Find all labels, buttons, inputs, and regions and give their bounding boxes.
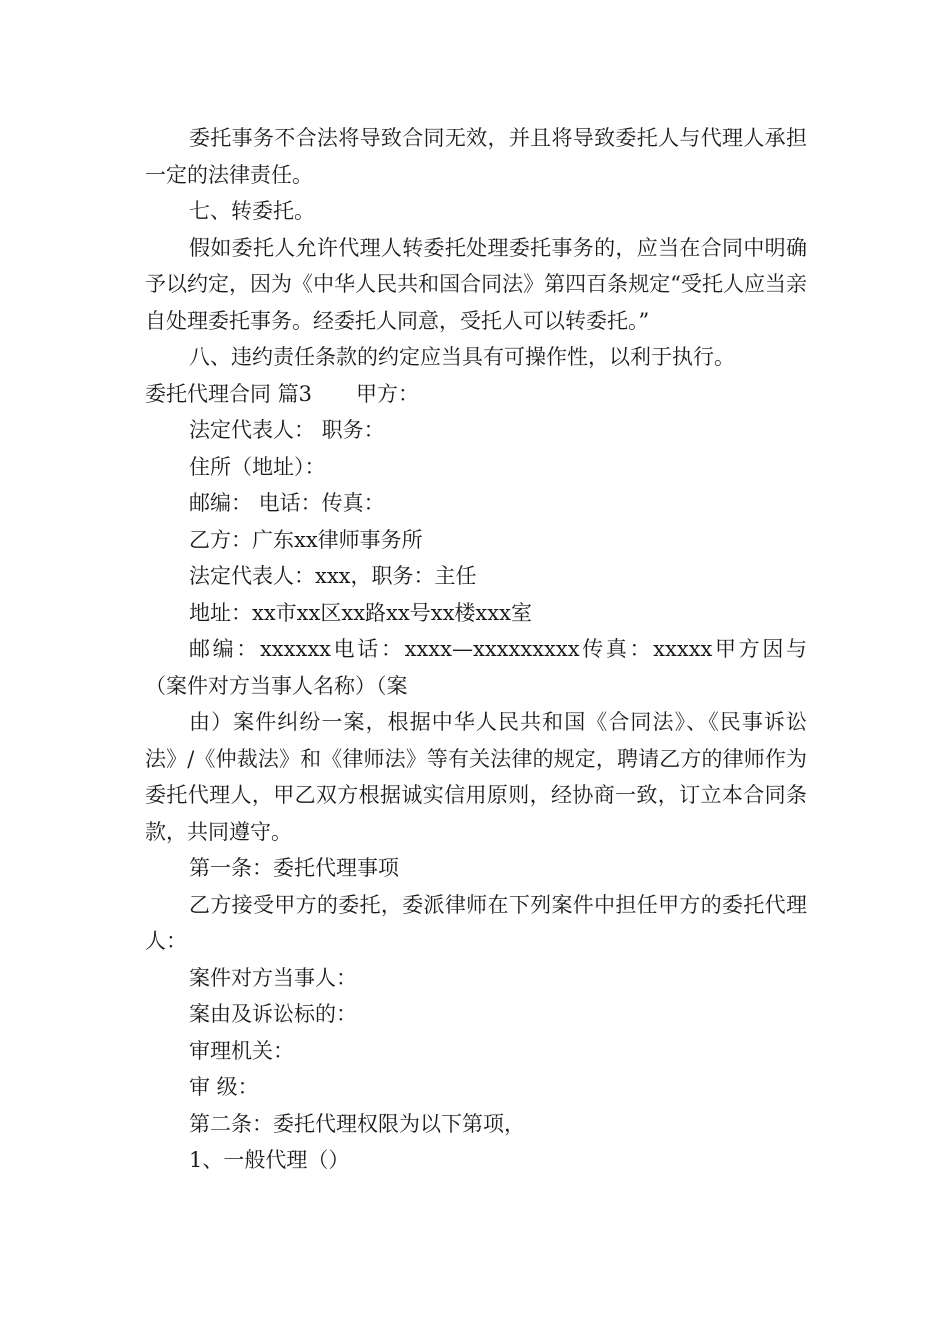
- section-eight-heading: 八、违约责任条款的约定应当具有可操作性，以利于执行。: [189, 345, 735, 369]
- party-b-legal-rep: 法定代表人：xxx，职务：主任: [189, 564, 477, 588]
- party-a-label: 甲方：: [356, 381, 420, 406]
- section-seven-heading: 七、转委托。: [189, 199, 315, 223]
- paragraph-article-one: 乙方接受甲方的委托，委派律师在下列案件中担任甲方的委托代理人：: [145, 892, 807, 953]
- article-two-heading: 第二条：委托代理权限为以下第项，: [189, 1111, 525, 1136]
- party-a-legal-rep: 法定代表人： 职务：: [189, 418, 385, 442]
- field-trial-authority: 审理机关：: [189, 1038, 294, 1063]
- paragraph-sub-entrustment: 假如委托人允许代理人转委托处理委托事务的，应当在合同中明确予以约定，因为《中华人民共和国合同法》第四百条规定“受托人应当亲自处理委托事务。经委托人同意，受托人可以转委托。”: [145, 235, 807, 333]
- party-a-address: 住所（地址）：: [189, 454, 326, 479]
- party-b-address: 地址：xx市xx区xx路xx号xx楼xxx室: [189, 600, 532, 625]
- party-b-name: 乙方：广东xx律师事务所: [189, 527, 423, 552]
- field-trial-level: 审 级：: [189, 1075, 259, 1099]
- document-content: [145, 120, 807, 1179]
- paragraph-case-background: 由）案件纠纷一案，根据中华人民共和国《合同法》、《民事诉讼法》/《仲裁法》和《律师法》等有关法律的规定，聘请乙方的律师作为委托代理人，甲乙双方根据诚实信用原则，经协商一致，订立本合同条款，共同遵守。: [145, 710, 807, 844]
- field-opposing-party: 案件对方当事人：: [189, 965, 357, 990]
- contract-title: 委托代理合同 篇3: [145, 381, 313, 406]
- field-cause-of-action: 案由及诉讼标的：: [189, 1002, 357, 1026]
- article-one-heading: 第一条：委托代理事项: [189, 856, 399, 880]
- party-a-contact: 邮编： 电话：传真：: [189, 491, 385, 515]
- party-b-contact: 邮编：xxxxxx电话：xxxx—xxxxxxxxx传真：xxxxx甲方因与（案件对方当事人名称）（案: [145, 637, 807, 698]
- paragraph-illegal-entrustment: 委托事务不合法将导致合同无效，并且将导致委托人与代理人承担一定的法律责任。: [145, 126, 807, 187]
- item-general-agency: 1、一般代理（）: [189, 1148, 350, 1172]
- contract-heading: [145, 376, 807, 413]
